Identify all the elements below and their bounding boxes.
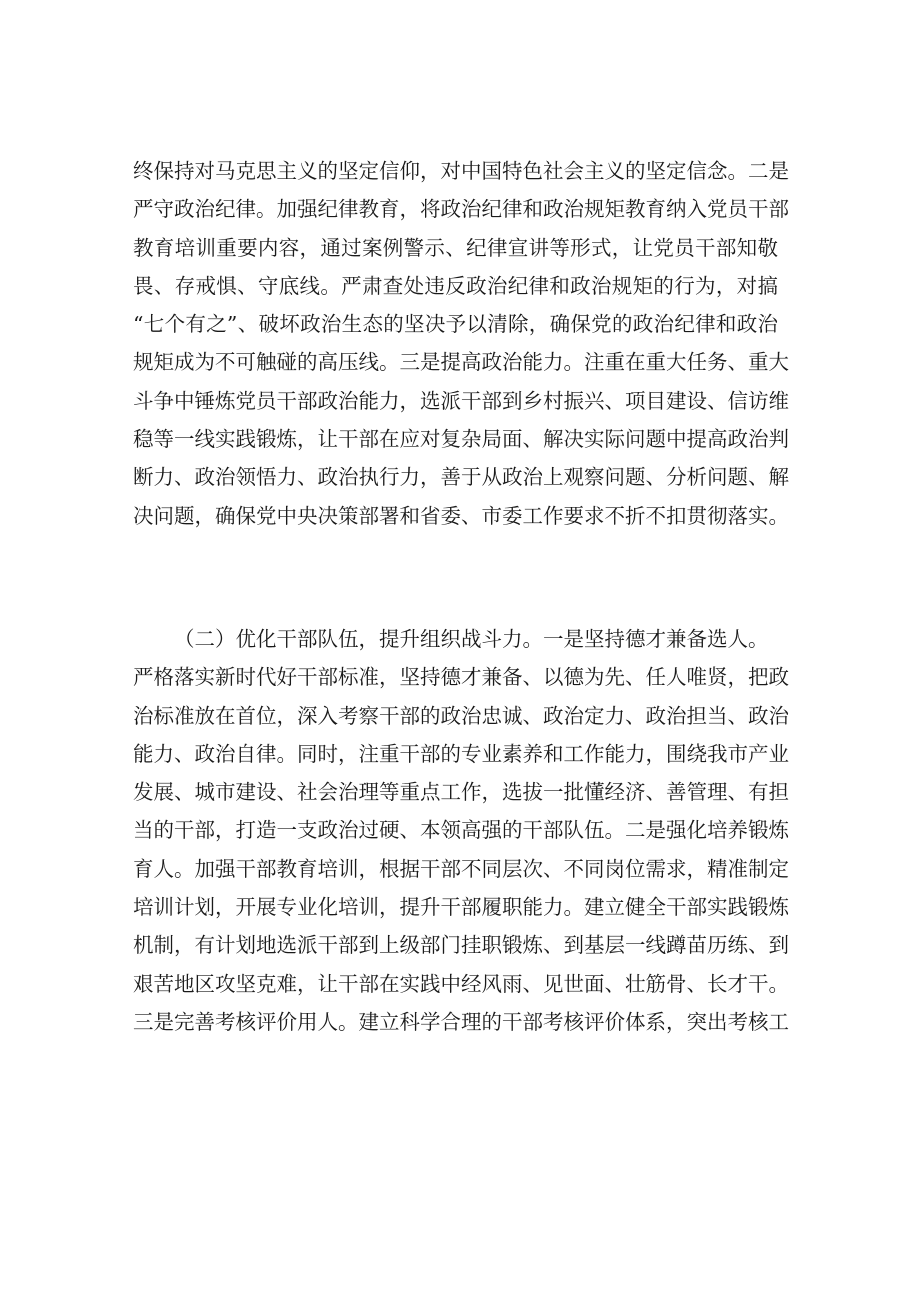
text-line: 机制，有计划地选派干部到上级部门挂职锻炼、到基层一线蹲苗历练、到 <box>133 933 789 958</box>
text-line: 严格落实新时代好干部标准，坚持德才兼备、以德为先、任人唯贤，把政 <box>133 665 789 690</box>
text-line: 治标准放在首位，深入考察干部的政治忠诚、政治定力、政治担当、政治 <box>133 703 789 728</box>
text-line: 发展、城市建设、社会治理等重点工作，选拔一批懂经济、善管理、有担 <box>133 780 789 805</box>
text-line: 决问题，确保党中央决策部署和省委、市委工作要求不折不扣贯彻落实。 <box>133 503 789 528</box>
text-line: 斗争中锤炼党员干部政治能力，选派干部到乡村振兴、项目建设、信访维 <box>133 388 789 413</box>
text-line: 能力、政治自律。同时，注重干部的专业素养和工作能力，围绕我市产业 <box>133 741 789 766</box>
text-line: 教育培训重要内容，通过案例警示、纪律宣讲等形式，让党员干部知敬 <box>133 235 778 260</box>
text-line: 终保持对马克思主义的坚定信仰，对中国特色社会主义的坚定信念。二是 <box>133 159 789 183</box>
section-heading-line: （二）优化干部队伍，提升组织战斗力。一是坚持德才兼备选人。 <box>174 627 769 651</box>
text-line: 断力、政治领悟力、政治执行力，善于从政治上观察问题、分析问题、解 <box>133 465 789 490</box>
text-line: 稳等一线实践锻炼，让干部在应对复杂局面、解决实际问题中提高政治判 <box>133 427 789 452</box>
text-line: 三是完善考核评价用人。建立科学合理的干部考核评价体系，突出考核工 <box>133 1009 789 1034</box>
text-line: “七个有之”、破坏政治生态的坚决予以清除，确保党的政治纪律和政治 <box>133 312 778 337</box>
text-line: 培训计划，开展专业化培训，提升干部履职能力。建立健全干部实践锻炼 <box>133 895 789 920</box>
text-line: 严守政治纪律。加强纪律教育，将政治纪律和政治规矩教育纳入党员干部 <box>133 197 789 222</box>
text-line: 当的干部，打造一支政治过硬、本领高强的干部队伍。二是强化培养锻炼 <box>133 818 789 843</box>
text-line: 艰苦地区攻坚克难，让干部在实践中经风雨、见世面、壮筋骨、长才干。 <box>133 971 789 996</box>
paragraph-cadre-team <box>133 620 789 1041</box>
text-line: 育人。加强干部教育培训，根据干部不同层次、不同岗位需求，精准制定 <box>133 856 789 881</box>
text-line: 畏、存戒惧、守底线。严肃查处违反政治纪律和政治规矩的行为，对搞 <box>133 273 778 298</box>
paragraph-political-discipline <box>133 152 789 535</box>
text-line: 规矩成为不可触碰的高压线。三是提高政治能力。注重在重大任务、重大 <box>133 350 789 375</box>
